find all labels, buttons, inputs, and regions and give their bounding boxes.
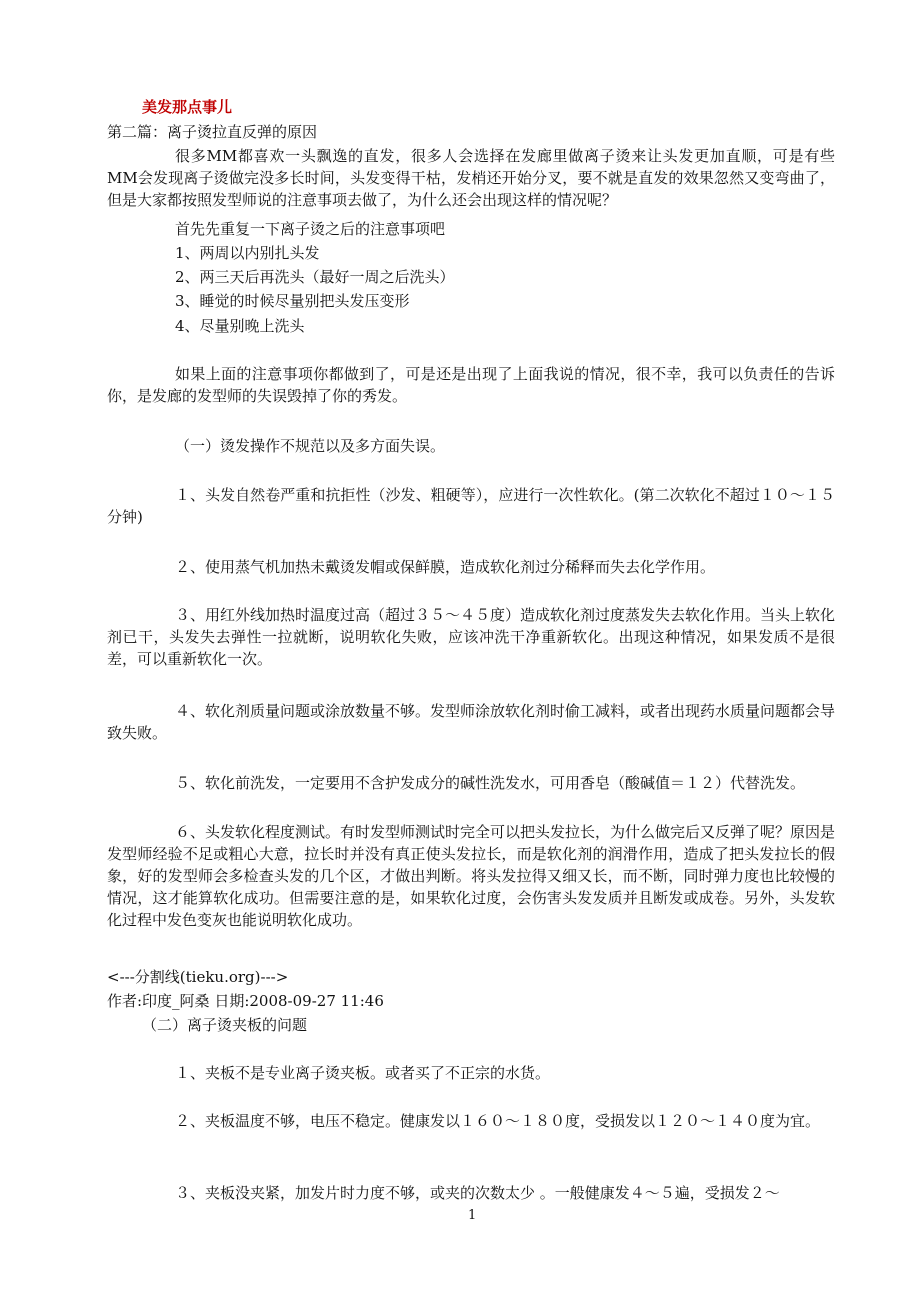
section2-item: １、夹板不是专业离子烫夹板。或者买了不正宗的水货。	[175, 1064, 551, 1082]
section1-item: ６、头发软化程度测试。有时发型师测试时完全可以把头发拉长，为什么做完后又反弹了呢？原因是发型师经验不足或粗心大意，拉长时并没有真正使头发拉长，而是软化剂的润滑作用，造成了把头发拉长的假象，好的发型师会多检查头发的几个区，才做出判断。将头发拉得又细又长，而不断，同时弹力度也比较慢的情况，这才能算软化成功。但需要注意的是，如果软化过度，会伤害头发发质并且断发或成卷。另外，头发软化过程中发色变灰也能说明软化成功。	[107, 823, 836, 929]
note-item: 2、两三天后再洗头（最好一周之后洗头）	[175, 268, 455, 286]
note-item: 4、尽量别晚上洗头	[175, 317, 305, 335]
section1-item: ３、用红外线加热时温度过高（超过３５～４５度）造成软化剂过度蒸发失去软化作用。当头上软化剂已干，头发失去弹性一拉就断，说明软化失败，应该冲洗干净重新软化。出现这种情况，如果发质不是很差，可以重新软化一次。	[107, 606, 836, 668]
section1-item: ４、软化剂质量问题或涂放数量不够。发型师涂放软化剂时偷工减料，或者出现药水质量问题都会导致失败。	[107, 702, 836, 742]
section2-heading: （二）离子烫夹板的问题	[142, 1016, 308, 1034]
chapter-heading: 第二篇：离子烫拉直反弹的原因	[107, 123, 318, 141]
section1-heading: （一）烫发操作不规范以及多方面失误。	[175, 437, 446, 455]
section1-item: ２、使用蒸气机加热未戴烫发帽或保鲜膜，造成软化剂过分稀释而失去化学作用。	[175, 558, 716, 576]
section1-item: １、头发自然卷严重和抗拒性（沙发、粗硬等），应进行一次性软化。(第二次软化不超过１０～１５分钟)	[107, 486, 835, 526]
note-item: 3、睡觉的时候尽量别把头发压变形	[175, 292, 410, 310]
doc-title: 美发那点事儿	[142, 98, 233, 116]
notes-intro: 首先先重复一下离子烫之后的注意事项吧	[175, 220, 446, 238]
divider-line: <---分割线(tieku.org)--->	[107, 968, 289, 986]
section2-item: ２、夹板温度不够，电压不稳定。健康发以１６０～１８０度，受损发以１２０～１４０度为宜。	[175, 1112, 821, 1130]
conclusion-paragraph: 如果上面的注意事项你都做到了，可是还是出现了上面我说的情况，很不幸，我可以负责任的告诉你，是发廊的发型师的失误毁掉了你的秀发。	[107, 365, 835, 405]
section2-item: ３、夹板没夹紧，加发片时力度不够，或夹的次数太少 。一般健康发４～５遍，受损发２～	[175, 1184, 780, 1202]
page-number: 1	[468, 1208, 477, 1223]
note-item: 1、两周以内别扎头发	[175, 244, 320, 262]
intro-paragraph: 很多MM都喜欢一头飘逸的直发，很多人会选择在发廊里做离子烫来让头发更加直顺，可是有些MM会发现离子烫做完没多长时间，头发变得干枯，发梢还开始分叉，要不就是直发的效果忽然又变弯曲了，但是大家都按照发型师说的注意事项去做了，为什么还会出现这样的情况呢？	[107, 147, 835, 209]
section1-item: ５、软化前洗发，一定要用不含护发成分的碱性洗发水，可用香皂（酸碱值＝１２）代替洗发。	[175, 774, 806, 792]
author-line: 作者:印度_阿桑 日期:2008-09-27 11:46	[107, 992, 384, 1010]
